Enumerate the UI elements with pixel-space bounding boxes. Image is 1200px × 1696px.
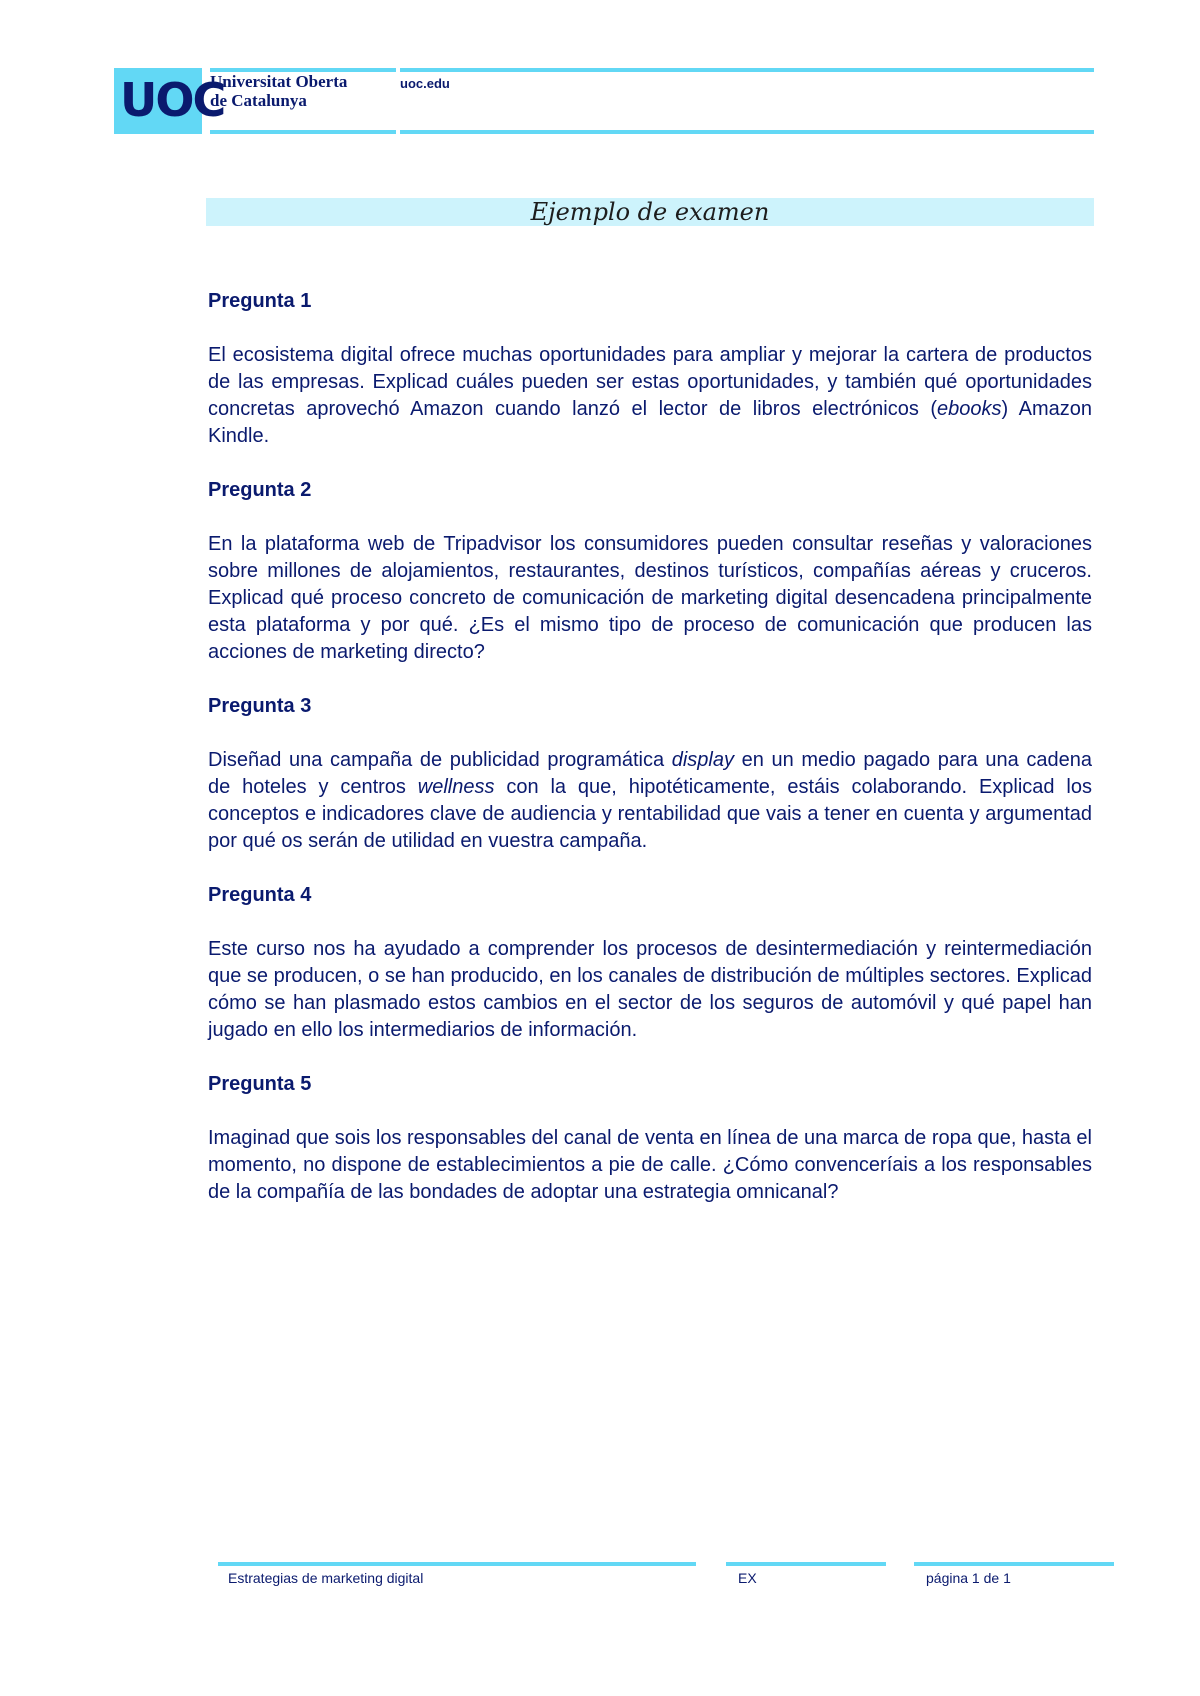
questions-list bbox=[208, 288, 1092, 1233]
question-heading: Pregunta 2 bbox=[208, 479, 312, 501]
header-rule-bottom-right bbox=[400, 130, 1094, 134]
question-text-segment: en un medio pagado para una cadena de hoteles y centros bbox=[208, 749, 1092, 798]
question-text-segment: con la que, hipotéticamente, estáis colaborando. Explicad los conceptos e indicadores clave de audiencia y rentabilidad que vais a tener en cuenta y argumentad por qué os serán de utilidad en vuestra campaña. bbox=[208, 776, 1092, 852]
website-link[interactable]: uoc.edu bbox=[400, 76, 450, 91]
header-rule-bottom-left bbox=[210, 130, 396, 134]
question-text bbox=[208, 1125, 1092, 1206]
question-text-segment: Este curso nos ha ayudado a comprender los procesos de desintermediación y reintermediación que se producen, o se han producido, en los canales de distribución de múltiples sectores. Explicad cómo se han plasmado estos cambios en el sector de los seguros de automóvil y qué papel han jugado en ello los intermediarios de información. bbox=[208, 938, 1092, 1041]
uoc-logo bbox=[114, 68, 225, 134]
question-text bbox=[208, 531, 1092, 666]
question-text-italic: ebooks bbox=[937, 398, 1002, 420]
footer-page: página 1 de 1 bbox=[926, 1570, 1011, 1586]
question-text bbox=[208, 342, 1092, 450]
title-bar bbox=[206, 198, 1094, 226]
footer-code: EX bbox=[738, 1570, 757, 1586]
university-name-line2: de Catalunya bbox=[210, 91, 307, 110]
question-text-segment: El ecosistema digital ofrece muchas oportunidades para ampliar y mejorar la cartera de productos de las empresas. Explicad cuáles pueden ser estas oportunidades, y también qué oportunidades concretas aprovechó Amazon cuando lanzó el lector de libros electrónicos ( bbox=[208, 344, 1092, 420]
footer-rule-middle bbox=[726, 1562, 886, 1566]
question-text-italic: display bbox=[671, 749, 734, 771]
question-text bbox=[208, 936, 1092, 1044]
university-name-line1: Universitat Oberta bbox=[210, 72, 348, 91]
question-heading: Pregunta 5 bbox=[208, 1073, 312, 1095]
header-rule-top-right bbox=[400, 68, 1094, 72]
question-text-segment: Diseñad una campaña de publicidad programática bbox=[208, 749, 672, 771]
footer-course: Estrategias de marketing digital bbox=[228, 1570, 424, 1586]
question-heading: Pregunta 4 bbox=[208, 884, 312, 906]
question-heading: Pregunta 1 bbox=[208, 290, 312, 312]
university-name bbox=[210, 72, 347, 110]
question-heading: Pregunta 3 bbox=[208, 695, 312, 717]
footer-rule-left bbox=[218, 1562, 696, 1566]
question-text-segment: En la plataforma web de Tripadvisor los consumidores pueden consultar reseñas y valoraciones sobre millones de alojamientos, restaurantes, destinos turísticos, compañías aéreas y cruceros. Explicad qué proceso concreto de comunicación de marketing digital desencadena principalmente esta plataforma y por qué. ¿Es el mismo tipo de proceso de comunicación que producen las acciones de marketing directo? bbox=[208, 533, 1092, 663]
footer-rule-right bbox=[914, 1562, 1114, 1566]
question-text-segment: ) Amazon Kindle. bbox=[208, 398, 1092, 447]
question-text-italic: wellness bbox=[417, 776, 495, 798]
uoc-logo-text: UOC bbox=[120, 73, 225, 127]
question-text-segment: Imaginad que sois los responsables del canal de venta en línea de una marca de ropa que, hasta el momento, no dispone de establecimientos a pie de calle. ¿Cómo convenceríais a los responsables de la compañía de las bondades de adoptar una estrategia omnicanal? bbox=[208, 1127, 1092, 1203]
question-text bbox=[208, 747, 1092, 855]
page-title: Ejemplo de examen bbox=[530, 198, 770, 226]
